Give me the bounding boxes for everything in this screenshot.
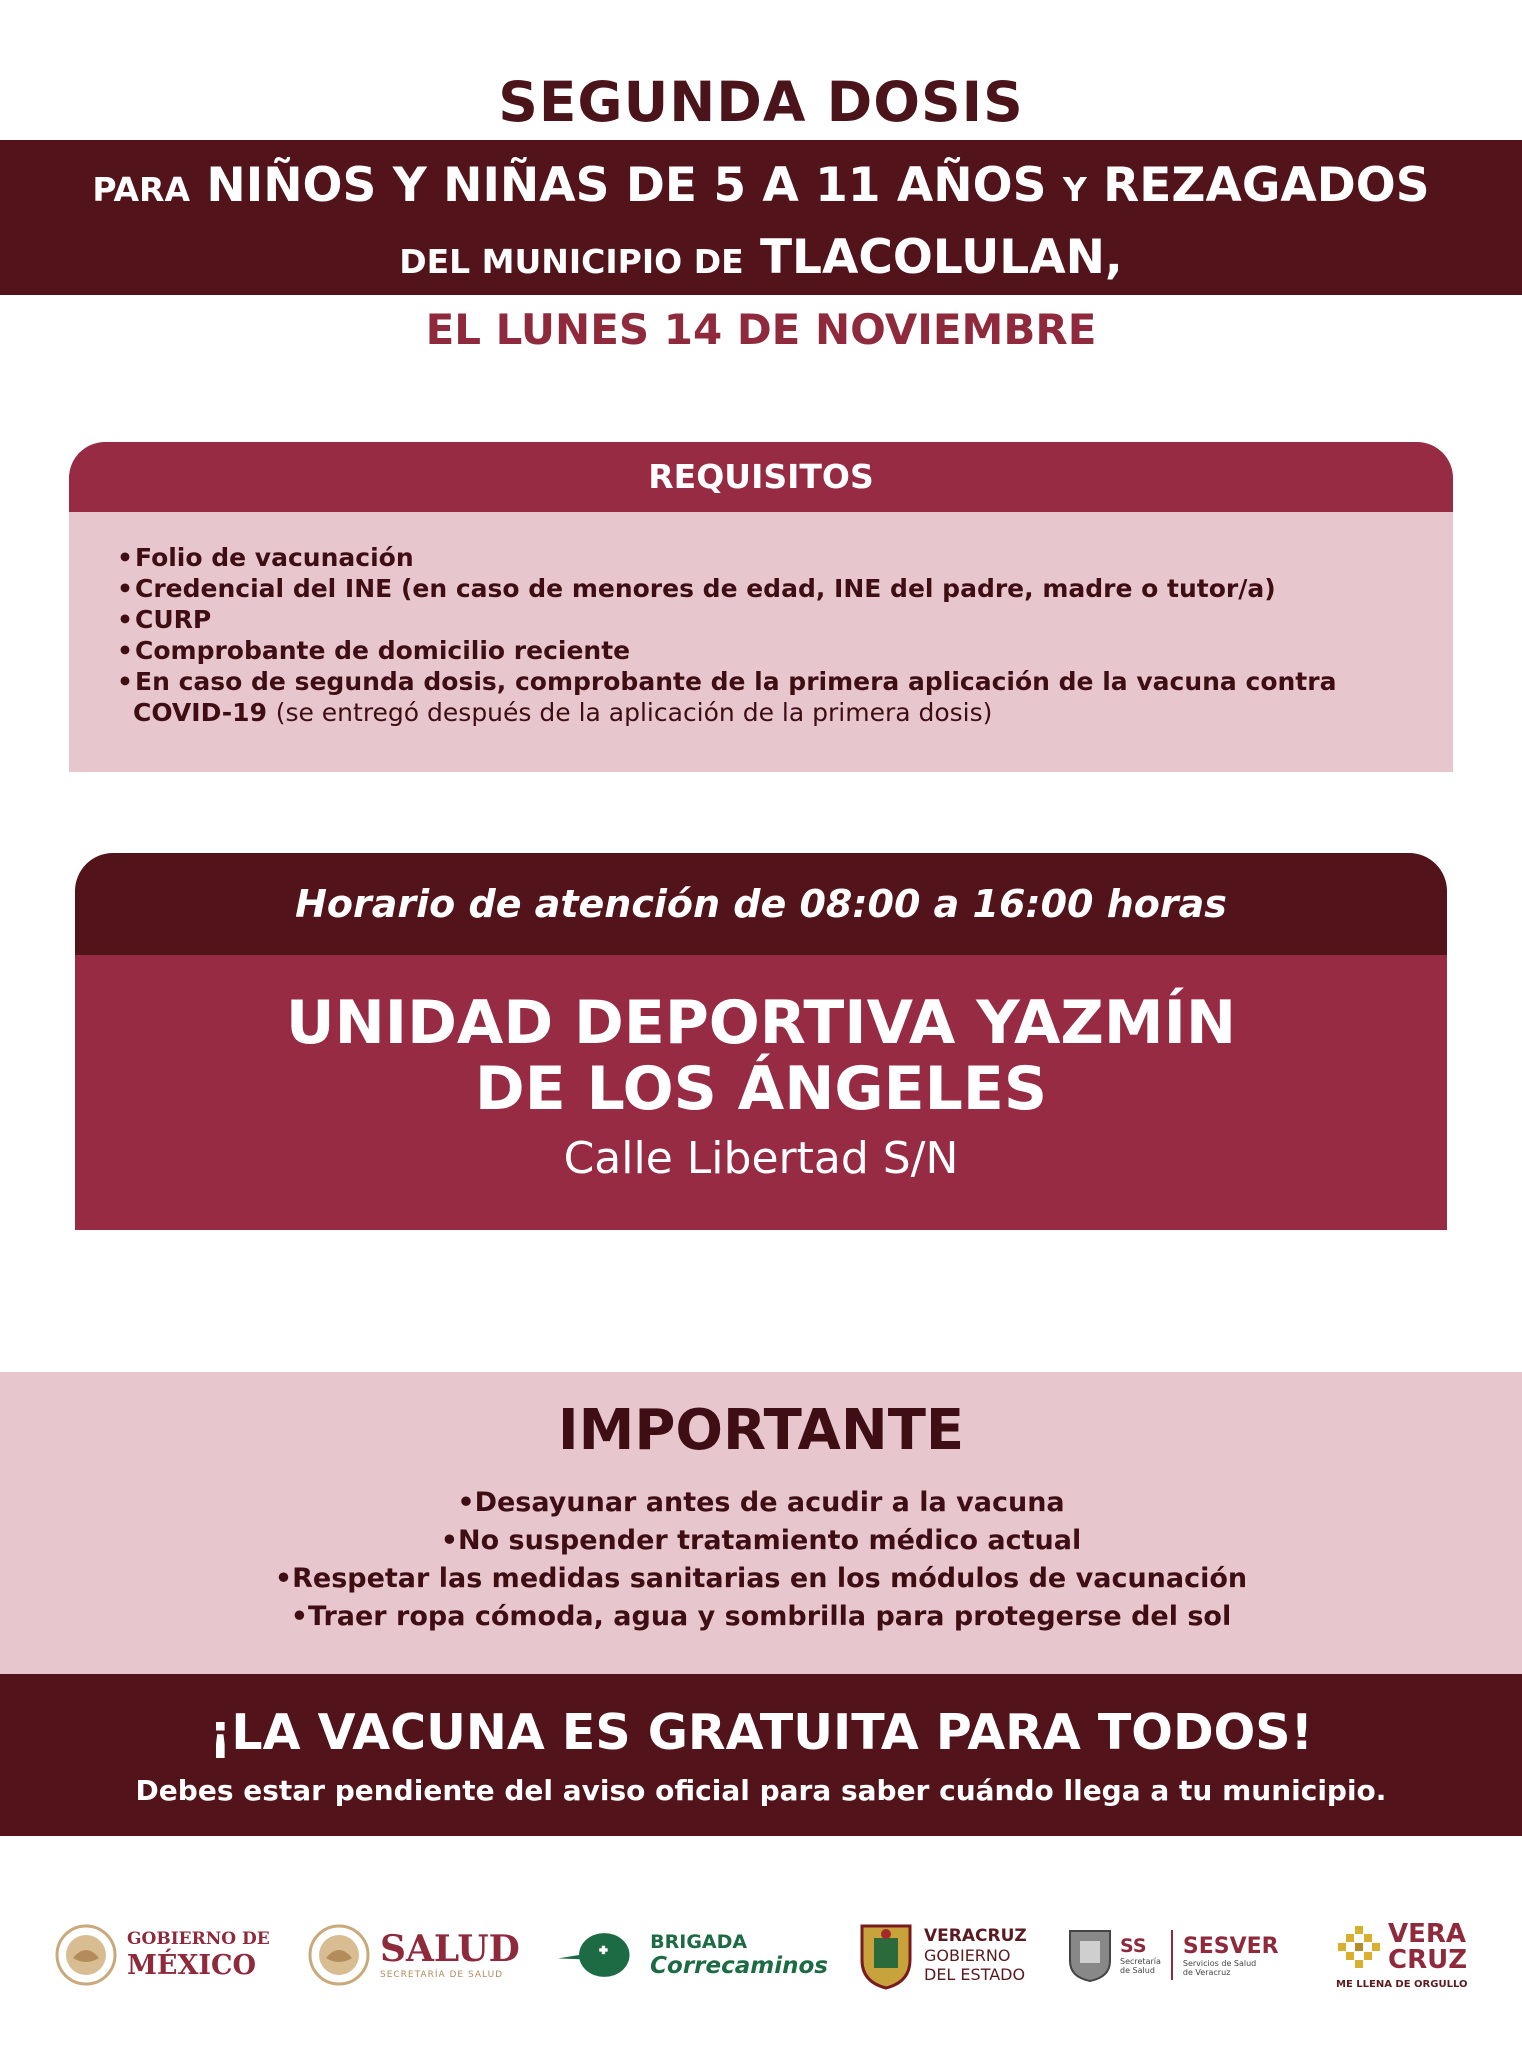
list-item [117, 666, 1417, 697]
vera-label: VERA [1388, 1918, 1467, 1949]
list-item [117, 604, 1417, 635]
list-item: •No suspender tratamiento médico actual [440, 1525, 1082, 1556]
importante-title: IMPORTANTE [557, 1398, 965, 1463]
event-date: EL LUNES 14 DE NOVIEMBRE [425, 305, 1097, 354]
sesver-servicios-label: Servicios de Salud [1182, 1958, 1257, 1968]
gobierno-mexico-logo [55, 1900, 275, 2010]
sesver-label: SESVER [1182, 1933, 1279, 1959]
bullet: • [117, 667, 133, 696]
audience-ages: NIÑOS Y NIÑAS DE 5 A 11 AÑOS [206, 158, 1047, 213]
importante-panel [0, 1372, 1522, 1674]
ss-salud-label: de Salud [1120, 1966, 1155, 1975]
free-vaccine-headline: ¡LA VACUNA ES GRATUITA PARA TODOS! [209, 1704, 1313, 1761]
list-item: •Desayunar antes de acudir a la vacuna [457, 1487, 1065, 1518]
req-text: Comprobante de domicilio reciente [135, 636, 631, 665]
audience-line-1 [0, 158, 1522, 213]
veracruz-gobierno-logo [858, 1900, 1038, 2010]
audience-band [0, 140, 1522, 295]
list-item [117, 542, 1417, 573]
importante-list [0, 1484, 1522, 1636]
horario-banner: Horario de atención de 08:00 a 16:00 horas [75, 853, 1447, 955]
municipio-name: TLACOLULAN, [760, 230, 1123, 285]
req-text-note: (se entregó después de la aplicación de la primera dosis) [275, 698, 993, 727]
req-text: Credencial del INE (en caso de menores de edad, INE del padre, madre o tutor/a) [135, 574, 1276, 603]
gobierno-label: GOBIERNO [924, 1946, 1011, 1965]
orgullo-tagline: ME LLENA DE ORGULLO [1336, 1978, 1468, 1990]
cruz-label: CRUZ [1388, 1944, 1468, 1975]
list-item [117, 635, 1417, 666]
bullet: • [117, 605, 133, 634]
correcaminos-label: Correcaminos [650, 1953, 828, 1979]
list-item: •Traer ropa cómoda, agua y sombrilla para protegerse del sol [290, 1601, 1232, 1632]
audience-line-2 [0, 230, 1522, 285]
poster-title: SEGUNDA DOSIS [498, 70, 1024, 134]
roadrunner-icon [558, 1925, 642, 1985]
free-vaccine-subline: Debes estar pendiente del aviso oficial para saber cuándo llega a tu municipio. [135, 1774, 1387, 1807]
estado-label: DEL ESTADO [924, 1965, 1026, 1984]
ss-label: SS [1120, 1935, 1147, 1957]
bullet: • [117, 543, 133, 572]
req-text: Folio de vacunación [135, 543, 414, 572]
sede-name-line-1: UNIDAD DEPORTIVA YAZMÍN [285, 988, 1237, 1058]
salud-label: SALUD [380, 1927, 520, 1970]
sede-name-line-2: DE LOS ÁNGELES [474, 1054, 1048, 1124]
ss-secretaria-label: Secretaría [1120, 1957, 1161, 1966]
ss-sesver-logo [1066, 1900, 1296, 2010]
flower-pattern-icon [1336, 1924, 1382, 1970]
rezagados-word: REZAGADOS [1103, 158, 1430, 213]
logo-strip [0, 1900, 1522, 2010]
del-municipio: DEL MUNICIPIO DE [399, 242, 744, 281]
requisitos-list [117, 542, 1417, 728]
free-vaccine-band [0, 1674, 1522, 1836]
eagle-seal-icon [55, 1924, 117, 1986]
sesver-veracruz-label: de Veracruz [1182, 1967, 1231, 1977]
list-item [117, 573, 1417, 604]
veracruz-label: VERACRUZ [924, 1926, 1027, 1946]
req-text-bold: COVID-19 [133, 698, 267, 727]
sede-panel [75, 955, 1447, 1230]
secretaria-salud-label: SECRETARÍA DE SALUD [380, 1969, 504, 1980]
req-text: En caso de segunda dosis, comprobante de la primera aplicación de la vacuna contra [135, 667, 1337, 696]
requisitos-panel [69, 512, 1453, 772]
list-item: •Respetar las medidas sanitarias en los módulos de vacunación [274, 1563, 1248, 1594]
list-item-continuation [117, 697, 1417, 728]
gobierno-label: GOBIERNO DE [127, 1929, 270, 1949]
para-word: PARA [92, 170, 191, 209]
sede-address: Calle Libertad S/N [563, 1133, 959, 1184]
req-text: CURP [135, 605, 212, 634]
ss-shield-icon [1066, 1927, 1114, 1983]
brigada-label: BRIGADA [650, 1931, 748, 1953]
mexico-label: MÉXICO [127, 1950, 257, 1981]
salud-logo [308, 1900, 528, 2010]
bullet: • [117, 636, 133, 665]
eagle-seal-icon [308, 1924, 370, 1986]
requisitos-heading: REQUISITOS [69, 442, 1453, 512]
y-word: Y [1062, 170, 1087, 209]
sede-name [75, 990, 1447, 1122]
veracruz-shield-icon [858, 1920, 914, 1990]
bullet: • [117, 574, 133, 603]
veracruz-orgullo-logo [1336, 1900, 1486, 2010]
logo-divider [1171, 1930, 1173, 1980]
brigada-correcaminos-logo [558, 1900, 828, 2010]
